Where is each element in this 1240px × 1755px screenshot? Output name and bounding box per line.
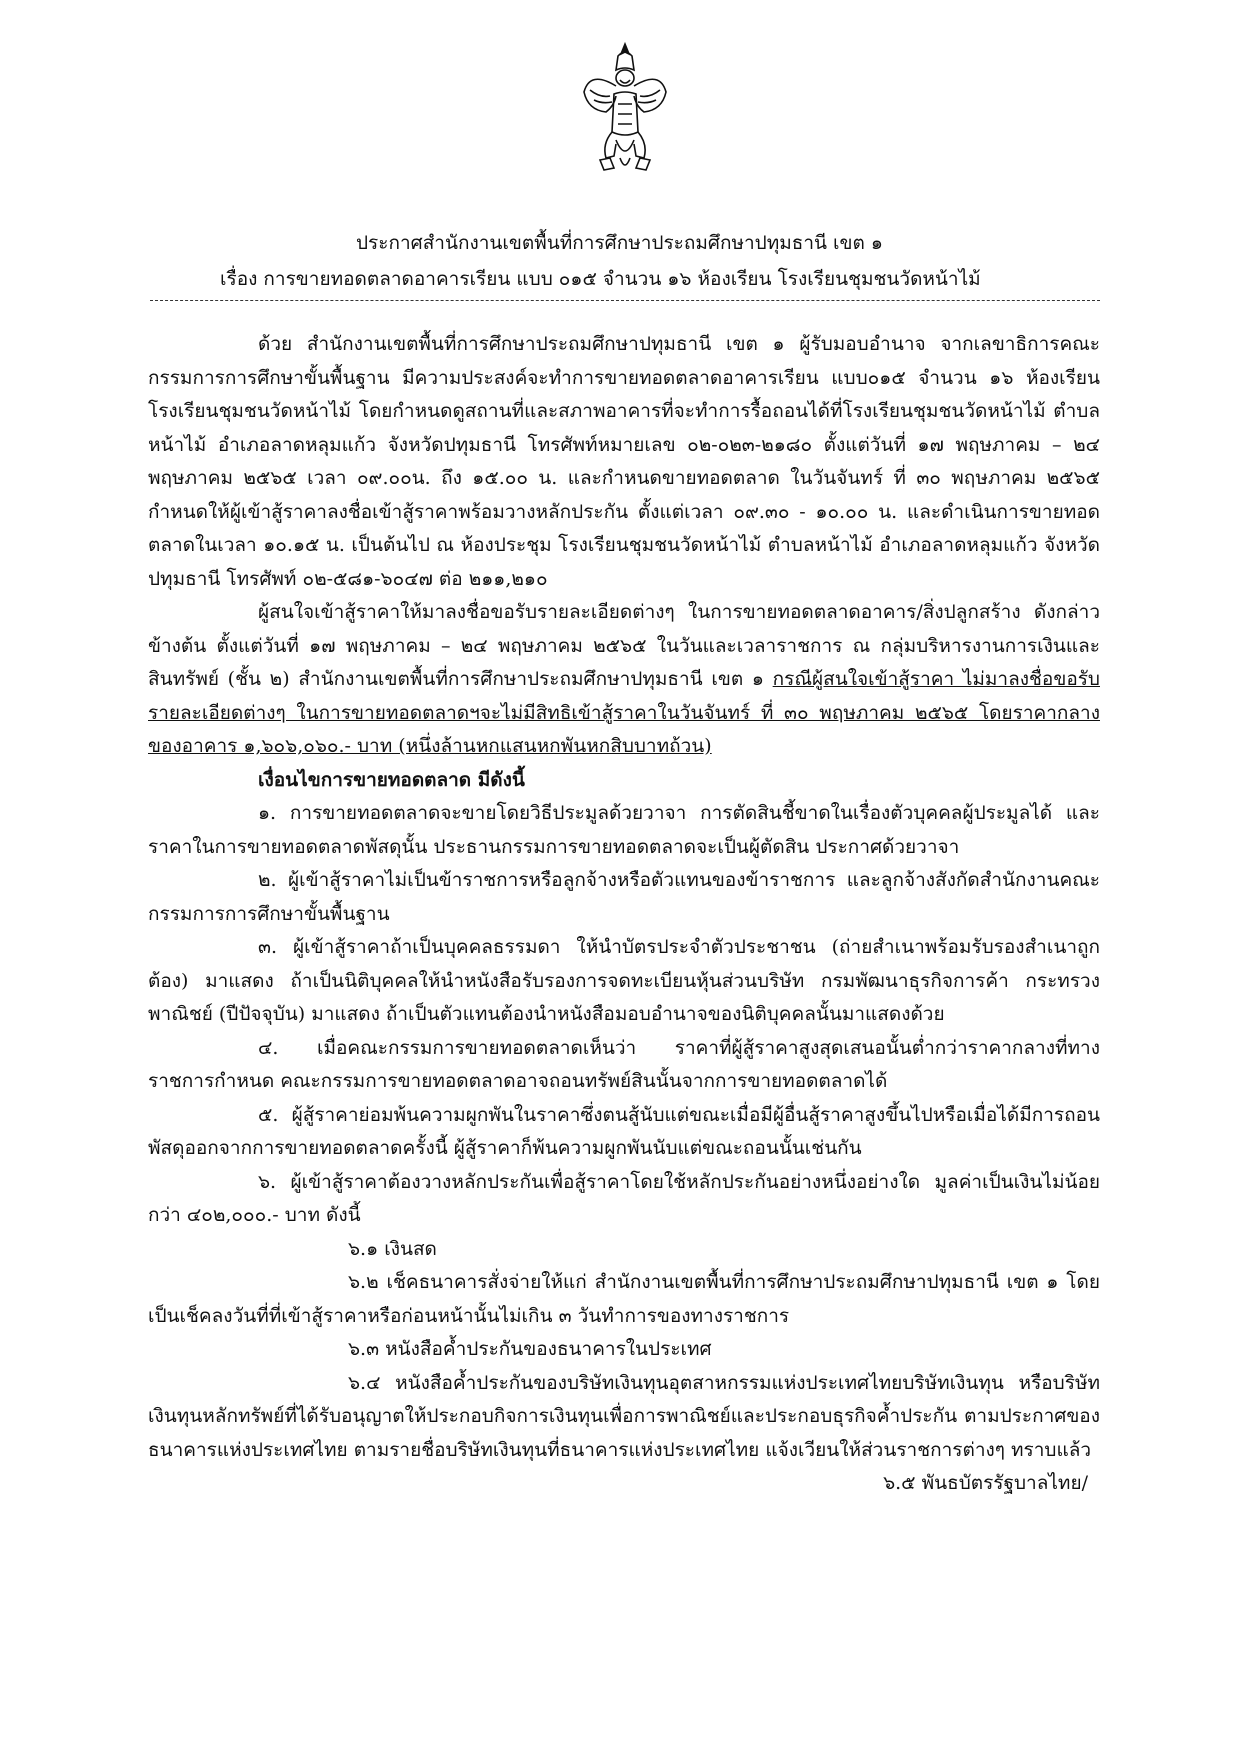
condition-2: ๒. ผู้เข้าสู้ราคาไม่เป็นข้าราชการหรือลูกจ้างหรือตัวแทนของข้าราชการ และลูกจ้างสังกัดสำนักงานคณะกรรมการการศึกษาขั้นพื้นฐาน	[148, 869, 1100, 925]
condition-6: ๖. ผู้เข้าสู้ราคาต้องวางหลักประกันเพื่อสู้ราคาโดยใช้หลักประกันอย่างหนึ่งอย่างใด มูลค่าเป็นเงินไม่น้อยกว่า ๔๐๒,๐๐๐.- บาท ดังนี้	[148, 1170, 1100, 1226]
registration-text: ผู้สนใจเข้าสู้ราคาให้มาลงชื่อขอรับรายละเอียดต่างๆ ในการขายทอดตลาดอาคาร/สิ่งปลูกสร้าง ดังกล่าวข้างต้น ตั้งแต่วันที่ ๑๗ พฤษภาคม – ๒๔ พฤษภาคม ๒๕๖๕ ในวันและเวลาราชการ ณ กลุ่มบริหารงานการเงินและสินทรัพย์ (ชั้น ๒) สำนักงานเขตพื้นที่การศึกษาประถมศึกษาปทุมธานี เขต ๑	[148, 601, 1100, 690]
condition-6-1: ๖.๑ เงินสด	[348, 1237, 437, 1260]
condition-6-4: ๖.๔ หนังสือค้ำประกันของบริษัทเงินทุนอุตสาหกรรมแห่งประเทศไทยบริษัทเงินทุน หรือบริษัทเงินทุนหลักทรัพย์ที่ได้รับอนุญาตให้ประกอบกิจการเงินทุนเพื่อการพาณิชย์และประกอบธุรกิจค้ำประกัน ตามประกาศของธนาคารแห่งประเทศไทย ตามรายชื่อบริษัทเงินทุนที่ธนาคารแห่งประเทศไทย แจ้งเวียนให้ส่วนราชการต่างๆ ทราบแล้ว	[148, 1371, 1100, 1461]
condition-6-3: ๖.๓ หนังสือค้ำประกันของธนาคารในประเทศ	[348, 1338, 712, 1360]
divider	[150, 300, 1100, 301]
announcement-subject: เรื่อง การขายทอดตลาดอาคารเรียน แบบ ๐๑๕ จำนวน ๑๖ ห้องเรียน โรงเรียนชุมชนวัดหน้าไม้	[220, 268, 981, 290]
condition-1: ๑. การขายทอดตลาดจะขายโดยวิธีประมูลด้วยวาจา การตัดสินชี้ขาดในเรื่องตัวบุคคลผู้ประมูลได้ และราคาในการขายทอดตลาดพัสดุนั้น ประธานกรรมการขายทอดตลาดจะเป็นผู้ตัดสิน ประกาศด้วยวาจา	[148, 802, 1100, 858]
announcement-body	[148, 328, 1100, 1501]
paragraph-intro: ด้วย สำนักงานเขตพื้นที่การศึกษาประถมศึกษาปทุมธานี เขต ๑ ผู้รับมอบอำนาจ จากเลขาธิการคณะกรรมการการศึกษาขั้นพื้นฐาน มีความประสงค์จะทำการขายทอดตลาดอาคารเรียน แบบ๐๑๕ จำนวน ๑๖ ห้องเรียน โรงเรียนชุมชนวัดหน้าไม้ โดยกำหนดดูสถานที่และสภาพอาคารที่จะทำการรื้อถอนได้ที่โรงเรียนชุมชนวัดหน้าไม้ ตำบลหน้าไม้ อำเภอลาดหลุมแก้ว จังหวัดปทุมธานี โทรศัพท์หมายเลข ๐๒-๐๒๓-๒๑๘๐ ตั้งแต่วันที่ ๑๗ พฤษภาคม – ๒๔ พฤษภาคม ๒๕๖๕ เวลา ๐๙.๐๐น. ถึง ๑๕.๐๐ น. และกำหนดขายทอดตลาด ในวันจันทร์ ที่ ๓๐ พฤษภาคม ๒๕๖๕ กำหนดให้ผู้เข้าสู้ราคาลงชื่อเข้าสู้ราคาพร้อมวางหลักประกัน ตั้งแต่เวลา ๐๙.๓๐ - ๑๐.๐๐ น. และดำเนินการขายทอดตลาดในเวลา ๑๐.๑๕ น. เป็นต้นไป ณ ห้องประชุม โรงเรียนชุมชนวัดหน้าไม้ ตำบลหน้าไม้ อำเภอลาดหลุมแก้ว จังหวัดปทุมธานี โทรศัพท์ ๐๒-๕๘๑-๖๐๔๗ ต่อ ๒๑๑,๒๑๐	[148, 333, 1100, 590]
condition-3: ๓. ผู้เข้าสู้ราคาถ้าเป็นบุคคลธรรมดา ให้นำบัตรประจำตัวประชาชน (ถ่ายสำเนาพร้อมรับรองสำเนาถูกต้อง) มาแสดง ถ้าเป็นนิติบุคคลให้นำหนังสือรับรองการจดทะเบียนหุ้นส่วนบริษัท กรมพัฒนาธุรกิจการค้า กระทรวงพาณิชย์ (ปีปัจจุบัน) มาแสดง ถ้าเป็นตัวแทนต้องนำหนังสือมอบอำนาจของนิติบุคคลนั้นมาแสดงด้วย	[148, 936, 1100, 1025]
garuda-emblem-icon	[580, 40, 670, 180]
condition-4: ๔. เมื่อคณะกรรมการขายทอดตลาดเห็นว่า ราคาที่ผู้สู้ราคาสูงสุดเสนอนั้นต่ำกว่าราคากลางที่ทางราชการกำหนด คณะกรรมการขายทอดตลาดอาจถอนทรัพย์สินนั้นจากการขายทอดตลาดได้	[148, 1036, 1100, 1092]
announcement-title: ประกาศสำนักงานเขตพื้นที่การศึกษาประถมศึกษาปทุมธานี เขต ๑	[356, 232, 883, 254]
condition-5: ๕. ผู้สู้ราคาย่อมพ้นความผูกพันในราคาซึ่งตนสู้นับแต่ขณะเมื่อมีผู้อื่นสู้ราคาสูงขึ้นไปหรือเมื่อได้มีการถอนพัสดุออกจากการขายทอดตลาดครั้งนี้ ผู้สู้ราคาก็พ้นความผูกพันนับแต่ขณะถอนนั้นเช่นกัน	[148, 1103, 1100, 1159]
condition-6-2: ๖.๒ เช็คธนาคารสั่งจ่ายให้แก่ สำนักงานเขตพื้นที่การศึกษาประถมศึกษาปทุมธานี เขต ๑ โดยเป็นเช็คลงวันที่ที่เข้าสู้ราคาหรือก่อนหน้านั้นไม่เกิน ๓ วันทำการของทางราชการ	[148, 1271, 1100, 1327]
continuation-marker: ๖.๕ พันธบัตรรัฐบาลไทย/	[883, 1472, 1088, 1494]
paragraph-registration	[148, 596, 1100, 764]
registration-warning: กรณีผู้สนใจเข้าสู้ราคา ไม่มาลงชื่อขอรับรายละเอียดต่างๆ ในการขายทอดตลาดฯจะไม่มีสิทธิเข้าสู้ราคาในวันจันทร์ ที่ ๓๐ พฤษภาคม ๒๕๖๕ โดยราคากลางของอาคาร ๑,๖๐๖,๐๖๐.- บาท (หนึ่งล้านหกแสนหกพันหกสิบบาทถ้วน)	[148, 668, 1100, 757]
conditions-title: เงื่อนไขการขายทอดตลาด มีดังนี้	[258, 768, 525, 791]
